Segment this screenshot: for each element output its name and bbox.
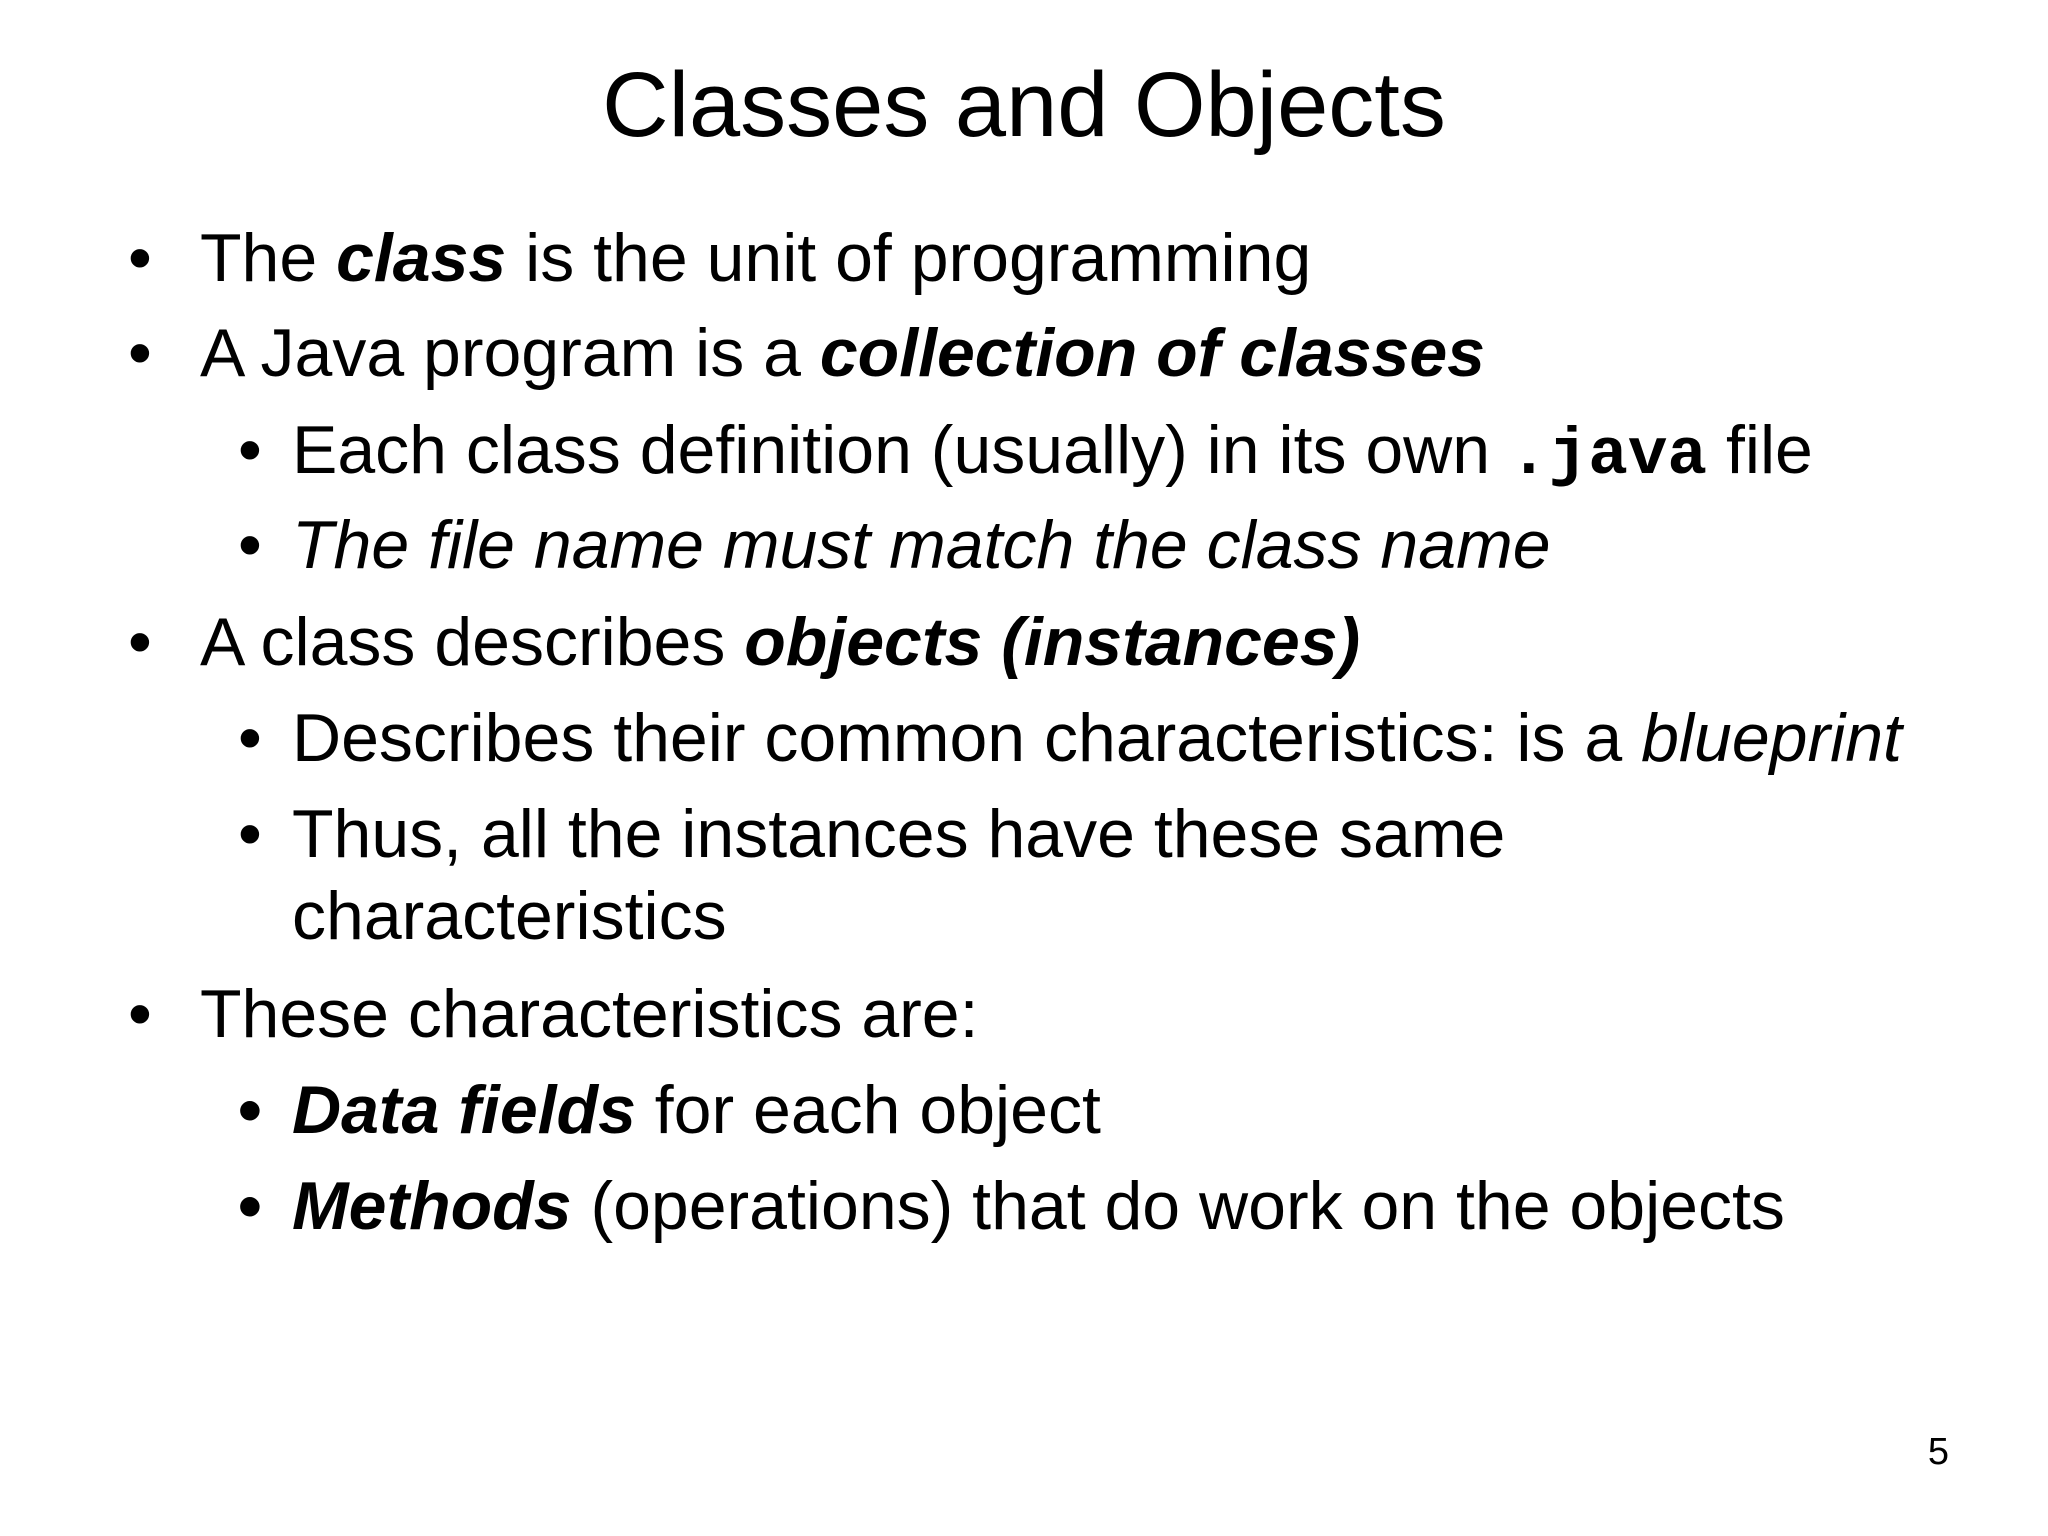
- sub-item-class-definition: [292, 410, 1813, 496]
- text-span: The: [200, 220, 337, 296]
- emphasis-text: Methods: [292, 1168, 572, 1244]
- bullet-icon: •: [128, 315, 152, 391]
- sub-item-instances-line1: Thus, all the instances have these same: [292, 796, 1506, 872]
- emphasis-text: Data fields: [292, 1072, 636, 1148]
- sub-item-blueprint: [292, 698, 1902, 778]
- emphasis-text: blueprint: [1641, 700, 1902, 776]
- sub-item-data-fields: [292, 1070, 1101, 1150]
- sub-item-instances-line2: characteristics: [292, 878, 727, 954]
- bullet-item-characteristics: These characteristics are:: [200, 976, 979, 1052]
- sub-bullet-icon: •: [238, 796, 262, 872]
- sub-bullet-icon: •: [238, 1072, 262, 1148]
- emphasis-text: objects (instances): [744, 604, 1361, 680]
- text-span: is the unit of programming: [506, 220, 1312, 296]
- emphasis-text: class: [336, 220, 507, 296]
- sub-item-methods: [292, 1166, 1785, 1246]
- text-span: for each object: [635, 1072, 1101, 1148]
- bullet-icon: •: [128, 604, 152, 680]
- bullet-item-class-unit: [200, 218, 1311, 298]
- text-span: Each class definition (usually) in its own: [292, 412, 1509, 488]
- slide-title: Classes and Objects: [602, 54, 1446, 156]
- text-span: A class describes: [200, 604, 745, 680]
- text-span: file: [1707, 412, 1813, 488]
- text-span: A Java program is a: [200, 315, 820, 391]
- page-number: 5: [1927, 1431, 1949, 1473]
- sub-bullet-icon: •: [238, 1168, 262, 1244]
- sub-bullet-icon: •: [238, 700, 262, 776]
- emphasis-text: collection of classes: [819, 315, 1486, 391]
- bullet-item-describes-objects: [200, 602, 1360, 682]
- text-span: (operations) that do work on the objects: [571, 1168, 1785, 1244]
- text-span: Describes their common characteristics: is a: [292, 700, 1642, 776]
- sub-item-file-name: The file name must match the class name: [292, 507, 1551, 583]
- bullet-item-java-program: [200, 313, 1485, 393]
- code-text: .java: [1509, 418, 1708, 493]
- bullet-icon: •: [128, 220, 152, 296]
- sub-bullet-icon: •: [238, 412, 262, 488]
- sub-bullet-icon: •: [238, 507, 262, 583]
- bullet-icon: •: [128, 976, 152, 1052]
